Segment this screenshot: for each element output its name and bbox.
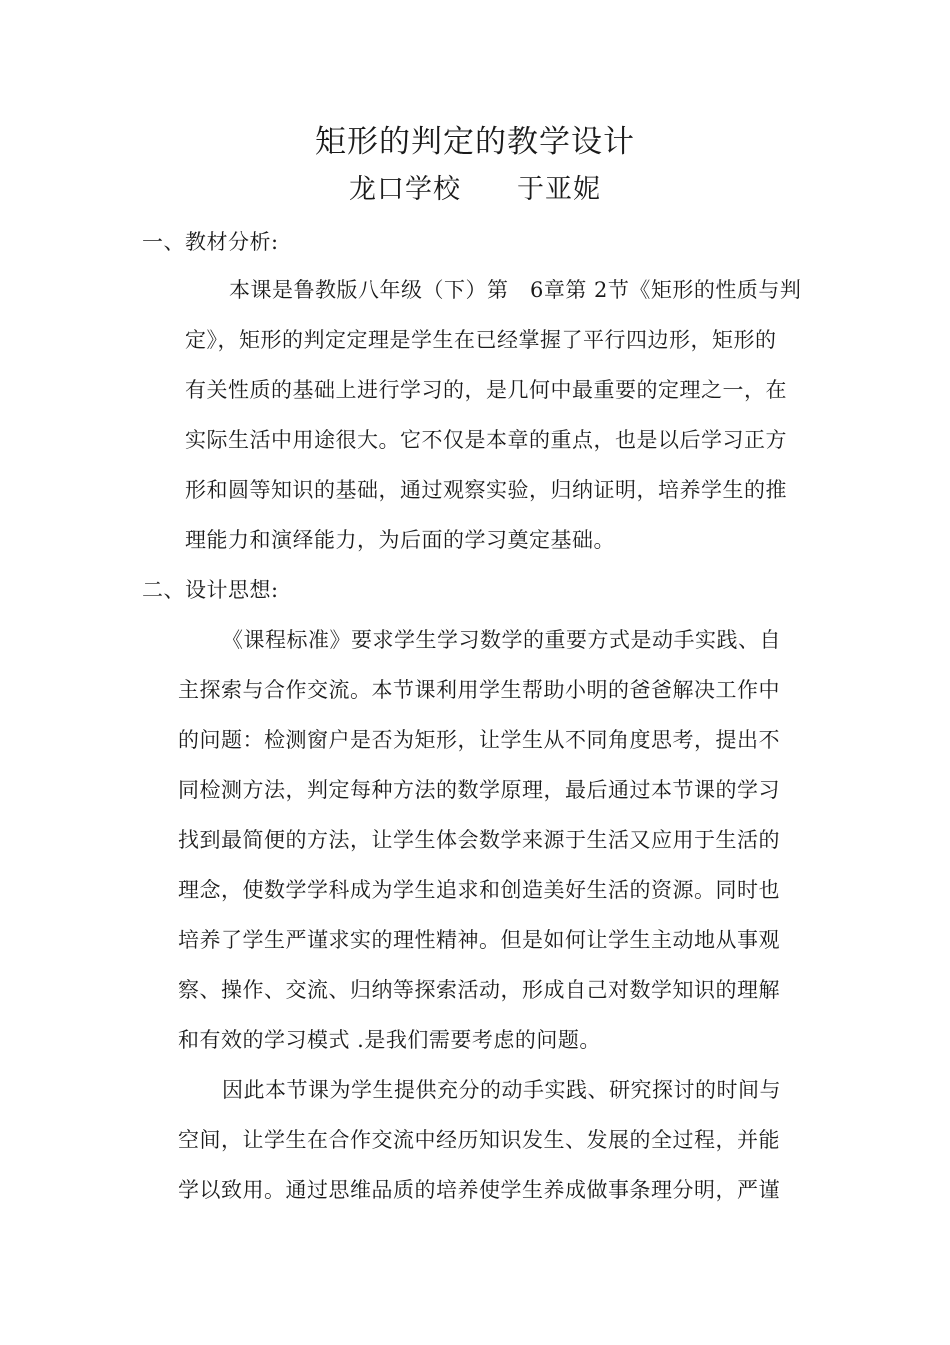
paragraph-line: 本课是鲁教版八年级（下）第 6章第 2节《矩形的性质与判 — [229, 278, 802, 302]
paragraph-line: 定》，矩形的判定定理是学生在已经掌握了平行四边形，矩形的 — [185, 328, 777, 352]
paragraph-line: 主探索与合作交流。本节课利用学生帮助小明的爸爸解决工作中 — [178, 678, 780, 702]
paragraph-line: 有关性质的基础上进行学习的，是几何中最重要的定理之一，在 — [185, 378, 787, 402]
paragraph-line: 的问题：检测窗户是否为矩形，让学生从不同角度思考，提出不 — [178, 728, 780, 752]
paragraph-line: 和有效的学习模式 .是我们需要考虑的问题。 — [178, 1028, 601, 1052]
page-subtitle: 龙口学校 于亚妮 — [349, 174, 601, 205]
paragraph-line: 察、操作、交流、归纳等探索活动，形成自己对数学知识的理解 — [178, 978, 780, 1002]
paragraph-line: 学以致用。通过思维品质的培养使学生养成做事条理分明，严谨 — [178, 1178, 780, 1202]
section-heading-design: 二、设计思想: — [142, 578, 279, 602]
paragraph-line: 空间，让学生在合作交流中经历知识发生、发展的全过程，并能 — [178, 1128, 780, 1152]
paragraph-line: 因此本节课为学生提供充分的动手实践、研究探讨的时间与 — [222, 1078, 781, 1102]
page-title: 矩形的判定的教学设计 — [315, 124, 635, 160]
paragraph-line: 《课程标准》要求学生学习数学的重要方式是动手实践、自 — [222, 628, 781, 652]
paragraph-line: 实际生活中用途很大。它不仅是本章的重点，也是以后学习正方 — [185, 428, 787, 452]
paragraph-line: 理能力和演绎能力，为后面的学习奠定基础。 — [185, 528, 615, 552]
paragraph-line: 培养了学生严谨求实的理性精神。但是如何让学生主动地从事观 — [178, 928, 780, 952]
paragraph-line: 形和圆等知识的基础，通过观察实验，归纳证明，培养学生的推 — [185, 478, 787, 502]
section-heading-materials: 一、教材分析: — [142, 230, 279, 254]
paragraph-line: 理念，使数学学科成为学生追求和创造美好生活的资源。同时也 — [178, 878, 780, 902]
paragraph-line: 同检测方法，判定每种方法的数学原理，最后通过本节课的学习 — [178, 778, 780, 802]
paragraph-line: 找到最简便的方法，让学生体会数学来源于生活又应用于生活的 — [178, 828, 780, 852]
